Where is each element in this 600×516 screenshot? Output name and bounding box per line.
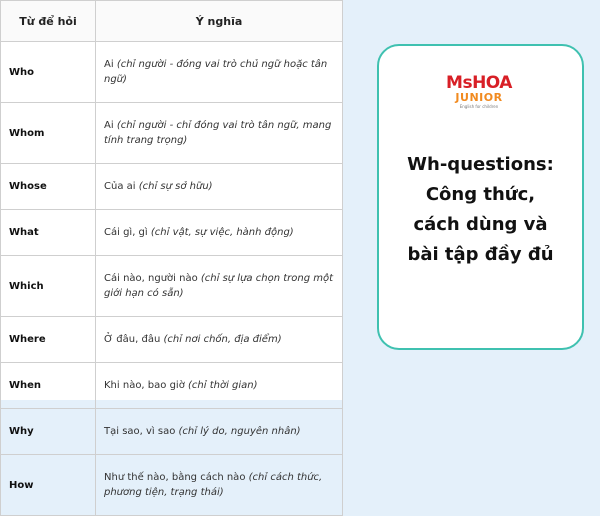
meaning-cell (96, 210, 343, 256)
question-word: When (1, 363, 96, 409)
meaning-cell (96, 409, 343, 455)
meaning-note: (chỉ nơi chốn, địa điểm) (163, 334, 282, 345)
meaning-text: Ai (104, 120, 114, 131)
table-row (1, 103, 343, 164)
meaning-cell (96, 455, 343, 516)
header-meaning: Ý nghĩa (96, 1, 343, 42)
logo-wordmark: MsHOA (446, 73, 512, 93)
question-word: How (1, 455, 96, 516)
table-row (1, 210, 343, 256)
logo-tagline: English for children (459, 104, 499, 109)
meaning-note: (chỉ người - đóng vai trò chủ ngữ hoặc tân ngữ) (104, 59, 328, 85)
question-word: Which (1, 256, 96, 317)
table-row (1, 256, 343, 317)
meaning-note: (chỉ thời gian) (188, 380, 258, 391)
question-word: Whose (1, 164, 96, 210)
table-row (1, 42, 343, 103)
title-line: cách dùng và (413, 214, 548, 235)
mshoa-junior-logo (441, 74, 517, 110)
logo-subtitle: JUNIOR (455, 91, 503, 104)
table-row (1, 363, 343, 409)
question-word: Where (1, 317, 96, 363)
title-line: Wh-questions: (407, 154, 554, 175)
meaning-text: Như thế nào, bằng cách nào (104, 472, 246, 483)
meaning-note: (chỉ vật, sự việc, hành động) (150, 227, 294, 238)
meaning-text: Của ai (104, 181, 136, 192)
title-card (377, 44, 584, 350)
meaning-cell (96, 317, 343, 363)
question-word: Why (1, 409, 96, 455)
meaning-cell (96, 164, 343, 210)
meaning-text: Khi nào, bao giờ (104, 380, 185, 391)
meaning-cell (96, 363, 343, 409)
table-row (1, 409, 343, 455)
header-question-word: Từ để hỏi (1, 1, 96, 42)
meaning-cell (96, 103, 343, 164)
table-row (1, 317, 343, 363)
meaning-text: Tại sao, vì sao (104, 426, 176, 437)
article-title (387, 150, 574, 270)
meaning-note: (chỉ sự sở hữu) (138, 181, 213, 192)
table-header-row (1, 1, 343, 42)
meaning-text: Cái gì, gì (104, 227, 148, 238)
meaning-text: Ai (104, 59, 114, 70)
meaning-note: (chỉ người - chỉ đóng vai trò tân ngữ, mang tính trang trọng) (104, 120, 332, 146)
title-line: bài tập đầy đủ (407, 244, 554, 265)
question-word: Who (1, 42, 96, 103)
meaning-text: Cái nào, người nào (104, 273, 198, 284)
meaning-note: (chỉ lý do, nguyên nhân) (178, 426, 301, 437)
table-row (1, 455, 343, 516)
title-line: Công thức, (425, 184, 536, 205)
meaning-cell (96, 42, 343, 103)
meaning-text: Ở đâu, đâu (104, 334, 161, 345)
question-word: What (1, 210, 96, 256)
meaning-cell (96, 256, 343, 317)
table-row (1, 164, 343, 210)
meaning-note: (chỉ sự lựa chọn trong một giới hạn có sẵn) (104, 273, 333, 299)
question-word: Whom (1, 103, 96, 164)
meaning-note: (chỉ cách thức, phương tiện, trạng thái) (104, 472, 323, 498)
